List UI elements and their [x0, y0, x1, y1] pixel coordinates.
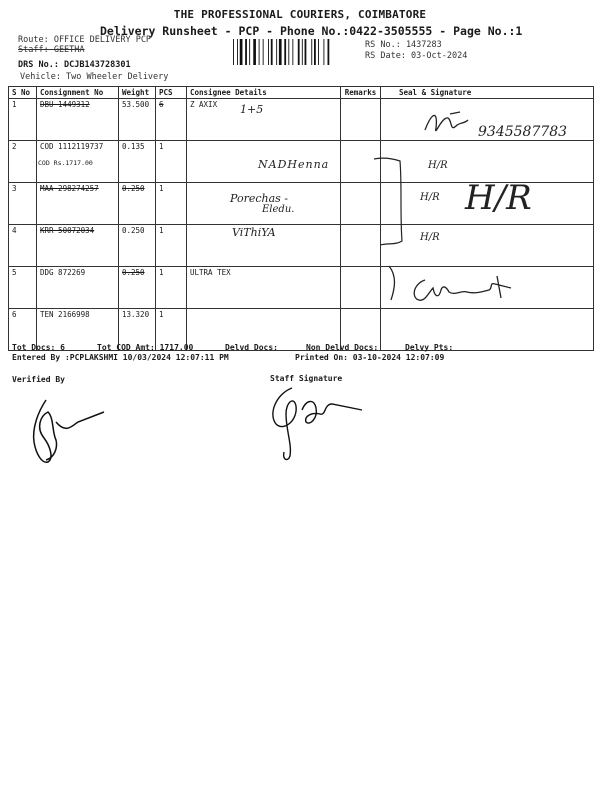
rs-number: RS No.: 1437283 — [365, 40, 442, 50]
staff-label: Staff: GEETHA — [18, 45, 85, 55]
col-header-pcs: PCS — [156, 87, 187, 99]
delivery-points: Delvy Pts: — [405, 343, 454, 352]
verifier-signature — [20, 392, 130, 472]
cell-weight: 13.320 — [119, 309, 156, 351]
cell-weight: 53.500 — [119, 99, 156, 141]
bracket-mark — [370, 155, 410, 250]
table-header-row — [9, 87, 594, 99]
cell-pcs: 1 — [156, 183, 187, 225]
cell-weight: 0.250 — [119, 267, 156, 309]
handwritten-consignee: Eledu. — [262, 204, 295, 215]
consignment-number: COD 1112119737 — [40, 142, 104, 151]
handwritten-consignee: Porechas - — [230, 192, 289, 205]
printed-on: Printed On: 03-10-2024 12:07:09 — [295, 353, 445, 362]
col-header-consignment: Consignment No — [37, 87, 119, 99]
entered-by: Entered By :PCPLAKSHMI 10/03/2024 12:07:11 PM — [12, 353, 229, 362]
cell-pcs: 1 — [156, 267, 187, 309]
col-header-sno: S No — [9, 87, 37, 99]
cell-sno: 5 — [9, 267, 37, 309]
cell-consignment: MAA 298274257 — [37, 183, 119, 225]
staff-signature — [262, 380, 372, 465]
rs-date: RS Date: 03-Oct-2024 — [365, 51, 468, 61]
cell-consignment — [37, 141, 119, 183]
cell-remarks — [341, 99, 381, 141]
handwritten-remark: H/R — [420, 192, 440, 203]
handwritten-remark: H/R — [420, 232, 440, 243]
cell-pcs: 1 — [156, 141, 187, 183]
total-cod-amount: Tot COD Amt: 1717.00 — [97, 343, 194, 352]
cell-consignee: Z AXIX — [187, 99, 341, 141]
staff-signature-label: Staff Signature — [270, 374, 343, 383]
cell-consignment: DDG 872269 — [37, 267, 119, 309]
signature-row1 — [420, 108, 480, 140]
route-label: Route: OFFICE DELIVERY PCP — [18, 35, 152, 45]
handwritten-remark-large: H/R — [465, 178, 532, 218]
cell-signature — [381, 141, 594, 183]
total-docs: Tot Docs: 6 — [12, 343, 65, 352]
handwritten-remark: H/R — [428, 160, 448, 171]
cell-consignee: ULTRA TEX — [187, 267, 341, 309]
cell-pcs: 1 — [156, 309, 187, 351]
vehicle-label: Vehicle: Two Wheeler Delivery — [20, 72, 169, 82]
col-header-consignee: Consignee Details — [187, 87, 341, 99]
table-row — [9, 225, 594, 267]
cell-consignment: KRR 50072034 — [37, 225, 119, 267]
cell-sno: 2 — [9, 141, 37, 183]
cell-signature — [381, 225, 594, 267]
cell-sno: 1 — [9, 99, 37, 141]
cell-sno: 4 — [9, 225, 37, 267]
handwritten-consignee: NADHenna — [258, 158, 330, 171]
runsheet-title: Delivery Runsheet - PCP - Phone No.:0422-3505555 - Page No.:1 — [100, 24, 523, 38]
handwritten-phone: 9345587783 — [478, 124, 568, 140]
cell-sno: 6 — [9, 309, 37, 351]
company-title: THE PROFESSIONAL COURIERS, COIMBATORE — [173, 8, 427, 21]
drs-number: DRS No.: DCJB143728301 — [18, 60, 131, 70]
handwritten-note: 1+5 — [240, 103, 264, 116]
non-delivered-docs: Non Delvd Docs: — [306, 343, 379, 352]
cell-consignment: TEN 2166998 — [37, 309, 119, 351]
cell-weight: 0.135 — [119, 141, 156, 183]
delivered-docs: Delvd Docs: — [225, 343, 278, 352]
handwritten-consignee: ViThiYA — [232, 226, 276, 239]
barcode-image — [232, 39, 356, 65]
cell-pcs: 6 — [156, 99, 187, 141]
col-header-weight: Weight — [119, 87, 156, 99]
cell-consignment: DBU 1449312 — [37, 99, 119, 141]
cell-remarks — [341, 267, 381, 309]
cell-pcs: 1 — [156, 225, 187, 267]
cell-weight: 0.250 — [119, 225, 156, 267]
col-header-signature: Seal & Signature — [381, 87, 594, 99]
cell-weight: 0.250 — [119, 183, 156, 225]
col-header-remarks: Remarks — [341, 87, 381, 99]
cell-sno: 3 — [9, 183, 37, 225]
signature-row5 — [385, 262, 525, 307]
cod-amount-note: COD Rs.1717.00 — [38, 159, 93, 167]
verified-by-label: Verified By — [12, 375, 65, 384]
